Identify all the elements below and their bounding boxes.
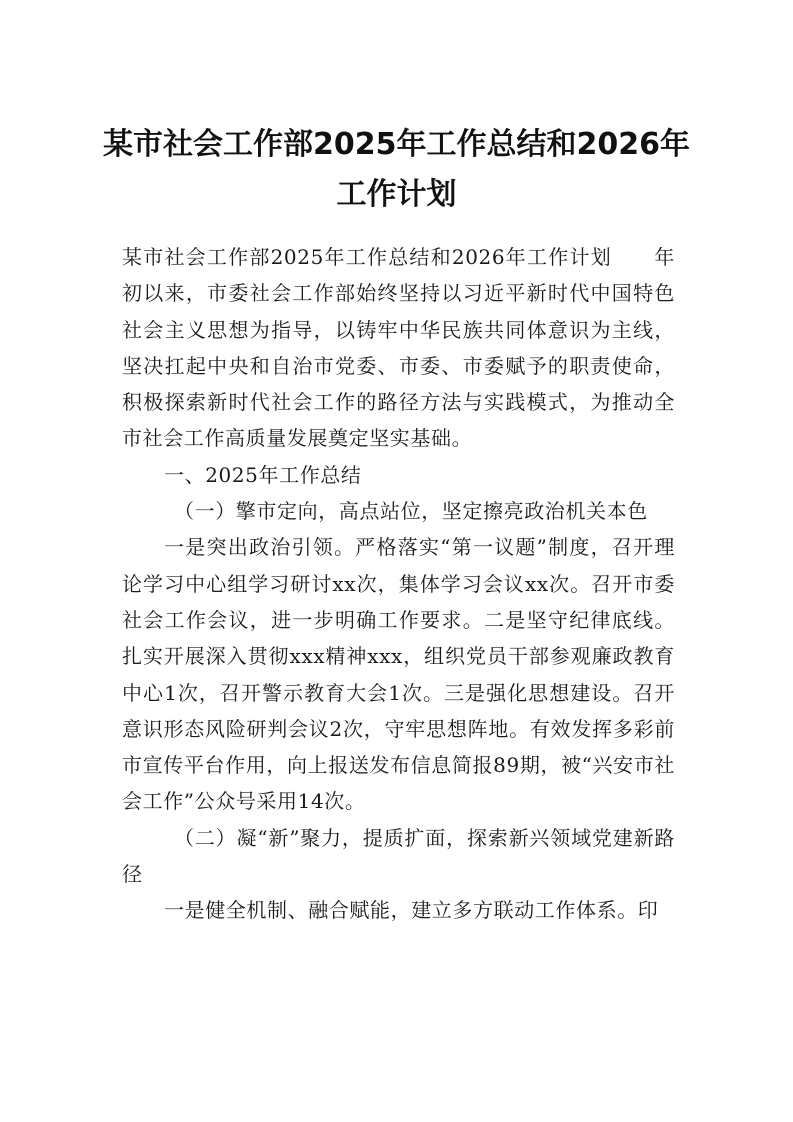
body-paragraph-1: 一是突出政治引领。严格落实“第一议题”制度，召开理论学习中心组学习研讨xx次，集体学习会议xx次。召开市委社会工作会议，进一步明确工作要求。二是坚守纪律底线。扎实开展深入贯彻xxx精神xxx，组织党员干部参观廉政教育中心1次，召开警示教育大会1次。三是强化思想建设。召开意识形态风险研判会议2次，守牢思想阵地。有效发挥多彩前市宣传平台作用，向上报送发布信息简报89期，被“兴安市社会工作”公众号采用14次。	[122, 535, 675, 814]
document-title-line-1: 某市社会工作部2025年工作总结和2026年	[103, 127, 690, 162]
body-paragraph-2: 一是健全机制、融合赋能，建立多方联动工作体系。印	[164, 898, 659, 923]
intro-paragraph: 某市社会工作部2025年工作总结和2026年工作计划 年初以来，市委社会工作部始终坚持以习近平新时代中国特色社会主义思想为指导，以铸牢中华民族共同体意识为主线，坚决扛起中央和自治市党委、市委、市委赋予的职责使命，积极探索新时代社会工作的路径方法与实践模式，为推动全市社会工作高质量发展奠定坚实基础。	[122, 245, 675, 451]
document-title-line-2: 工作计划	[336, 177, 457, 212]
section-heading: 一、2025年工作总结	[164, 462, 362, 487]
subsection-heading-2: （二）凝“新”聚力，提质扩面，探索新兴领域党建新路径	[122, 825, 675, 887]
subsection-heading-1: （一）擎市定向，高点站位，坚定擦亮政治机关本色	[174, 499, 648, 524]
document-body	[122, 239, 675, 929]
